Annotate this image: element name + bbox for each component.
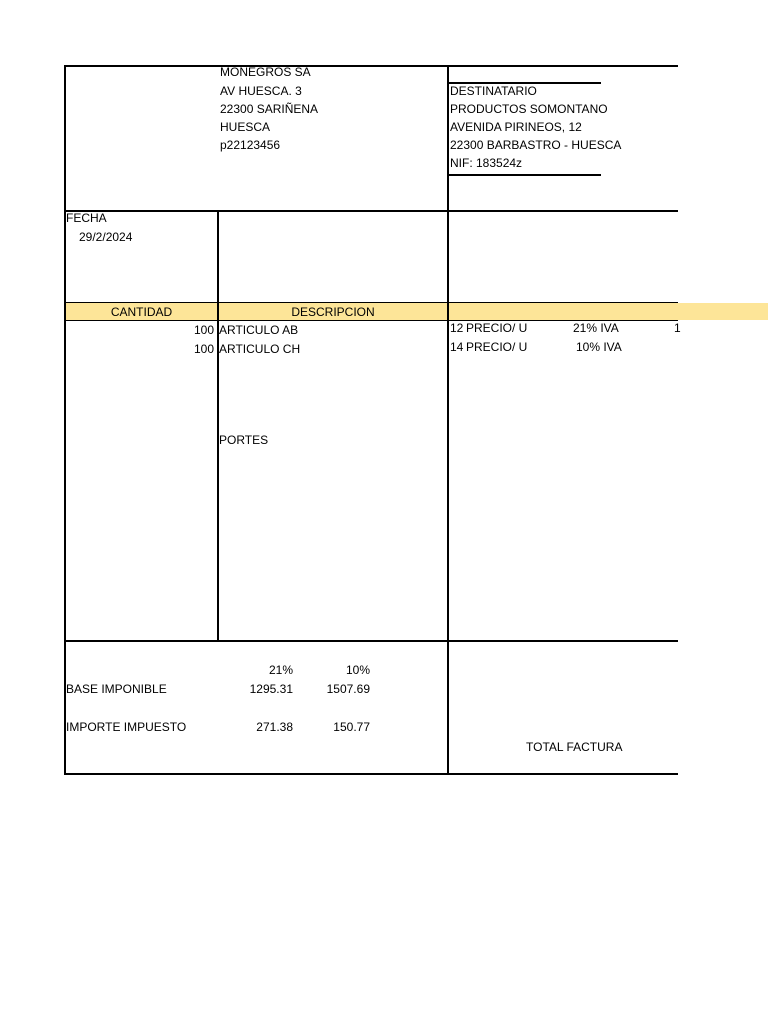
item-vat: 10% IVA <box>576 340 622 354</box>
divider-header <box>64 210 678 212</box>
tax-rate-b: 10% <box>345 663 370 677</box>
recipient-postal-city: 22300 BARBASTRO - HUESCA <box>450 138 622 152</box>
divider-vertical-main <box>447 65 449 775</box>
item-quantity: 100 <box>193 323 214 337</box>
tax-label: IMPORTE IMPUESTO <box>66 720 187 734</box>
base-amount-b: 1507.69 <box>326 682 370 696</box>
date-label: FECHA <box>66 211 107 225</box>
sender-nif: p22123456 <box>220 138 281 152</box>
total-label: TOTAL FACTURA <box>526 740 623 754</box>
sender-province: HUESCA <box>220 120 271 134</box>
base-label: BASE IMPONIBLE <box>66 682 167 696</box>
recipient-heading: DESTINATARIO <box>450 84 537 98</box>
sender-postal-city: 22300 SARIÑENA <box>220 102 319 116</box>
border-left <box>64 65 66 775</box>
border-top <box>64 65 678 67</box>
recipient-nif: NIF: 183524z <box>450 156 523 170</box>
recipient-address: AVENIDA PIRINEOS, 12 <box>450 120 582 134</box>
column-header-description: DESCRIPCION <box>291 305 375 319</box>
border-bottom <box>64 773 678 775</box>
item-quantity: 100 <box>193 342 214 356</box>
item-clipped-value: 1 <box>674 321 681 335</box>
tax-amount-b: 150.77 <box>333 720 370 734</box>
item-price-value: 14 <box>450 340 464 354</box>
item-price-label: PRECIO/ U <box>466 321 528 335</box>
recipient-rule-bottom <box>449 174 601 176</box>
item-price-value: 12 <box>450 321 464 335</box>
sender-name: MONEGROS SA <box>220 65 311 79</box>
sender-address: AV HUESCA. 3 <box>220 84 302 98</box>
tax-rate-a: 21% <box>268 663 293 677</box>
column-header-quantity: CANTIDAD <box>110 305 173 319</box>
item-vat: 21% IVA <box>573 321 619 335</box>
recipient-name: PRODUCTOS SOMONTANO <box>450 102 608 116</box>
item-description: ARTICULO CH <box>219 342 301 356</box>
divider-table-bottom <box>64 640 678 642</box>
tax-amount-a: 271.38 <box>256 720 293 734</box>
item-description: ARTICULO AB <box>219 323 299 337</box>
shipping-line: PORTES <box>219 433 269 447</box>
divider-vertical-description <box>217 211 219 640</box>
date-value: 29/2/2024 <box>79 230 133 244</box>
base-amount-a: 1295.31 <box>249 682 293 696</box>
divider-table-top <box>64 302 678 303</box>
item-price-label: PRECIO/ U <box>466 340 528 354</box>
